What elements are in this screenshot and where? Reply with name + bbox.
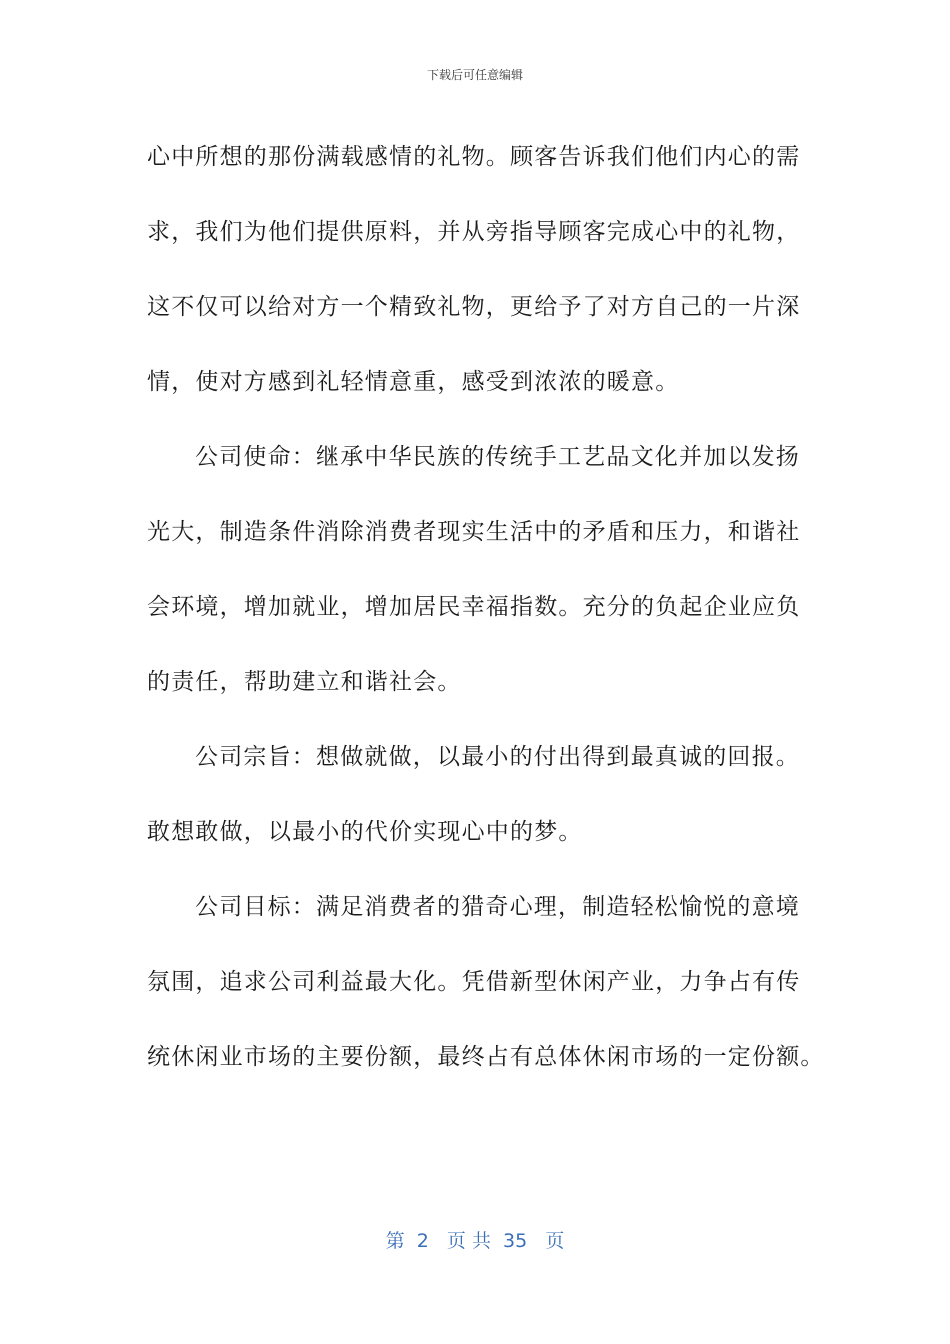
text-line: 这不仅可以给对方一个精致礼物，更给予了对方自己的一片深 bbox=[147, 294, 801, 320]
paragraph-purpose-start: 公司宗旨：想做就做，以最小的付出得到最真诚的回报。 bbox=[195, 744, 800, 770]
paragraph-mission-start: 公司使命：继承中华民族的传统手工艺品文化并加以发扬 bbox=[195, 444, 800, 470]
text-line: 情，使对方感到礼轻情意重，感受到浓浓的暖意。 bbox=[147, 369, 680, 395]
paragraph-goal-start: 公司目标：满足消费者的猎奇心理，制造轻松愉悦的意境 bbox=[195, 894, 800, 920]
text-line: 心中所想的那份满载感情的礼物。顾客告诉我们他们内心的需 bbox=[147, 144, 801, 170]
text-line: 统休闲业市场的主要份额，最终占有总体休闲市场的一定份额。 bbox=[147, 1044, 825, 1070]
text-line: 的责任，帮助建立和谐社会。 bbox=[147, 669, 462, 695]
text-line: 敢想敢做，以最小的代价实现心中的梦。 bbox=[147, 819, 583, 845]
text-line: 氛围，追求公司利益最大化。凭借新型休闲产业，力争占有传 bbox=[147, 969, 801, 995]
page-number-footer: 第 2 页 共 35 页 bbox=[385, 1230, 565, 1252]
text-line: 求，我们为他们提供原料，并从旁指导顾客完成心中的礼物， bbox=[147, 219, 801, 245]
text-line: 会环境，增加就业，增加居民幸福指数。充分的负起企业应负 bbox=[147, 594, 801, 620]
text-line: 光大，制造条件消除消费者现实生活中的矛盾和压力，和谐社 bbox=[147, 519, 801, 545]
document-body bbox=[147, 120, 825, 1095]
page-header: 下载后可任意编辑 bbox=[426, 68, 523, 82]
